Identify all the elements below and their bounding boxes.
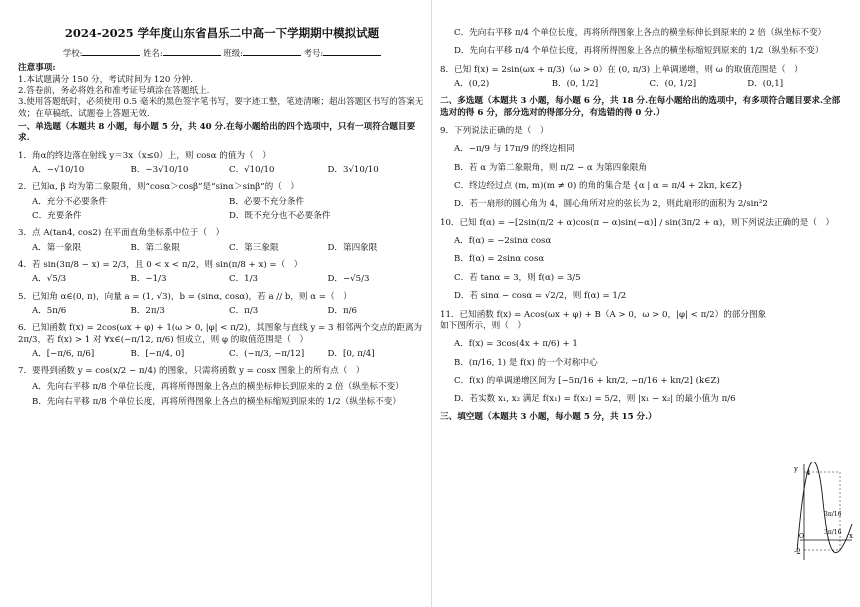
student-info bbox=[18, 47, 426, 59]
option-a[interactable]: A．第一象限 bbox=[32, 242, 82, 253]
option-d[interactable]: D．若实数 x₁, x₂ 满足 f(x₁) = f(x₂) = 5/2，则 |x₁ − x₂| 的最小值为 π/6 bbox=[454, 394, 736, 405]
question-stem: 6．已知函数 f(x) = 2cos(ωx + φ) + 1(ω > 0, |φ| < π/2)，其图象与直线 y = 3 相邻两个交点的距离为 2π/3，若 f(x) > 1 对 ∀x∈(−π/12, π/6) 恒成立，则 φ 的取值范围是（ ） bbox=[18, 323, 423, 345]
option-b[interactable]: B．−1/3 bbox=[130, 274, 167, 285]
right-column bbox=[440, 0, 845, 424]
question-stem: 8．已知 f(x) = 2sin(ωx + π/3)（ω > 0）在 (0, π/3) 上单调递增，则 ω 的取值范围是（ ） bbox=[440, 64, 803, 75]
option-b[interactable]: B．必要不充分条件 bbox=[229, 196, 305, 207]
option-c[interactable]: C．充要条件 bbox=[32, 211, 82, 222]
question-9 bbox=[440, 126, 845, 211]
option-d[interactable]: D．第四象限 bbox=[327, 242, 378, 253]
option-d[interactable]: D．若一扇形的圆心角为 4，圆心角所对应的弦长为 2，则此扇形的面积为 2/sin²2 bbox=[454, 199, 768, 210]
option-a[interactable]: A．f(α) = −2sinα cosα bbox=[454, 236, 552, 247]
option-c[interactable]: C．π/3 bbox=[229, 306, 259, 317]
option-c[interactable]: C．1/3 bbox=[229, 274, 258, 285]
note-2: 2.答卷前，务必将姓名和准考证号填涂在答题纸上. bbox=[18, 85, 210, 96]
y-max-label: 4 bbox=[806, 469, 811, 477]
name-label: 姓名: bbox=[143, 48, 163, 59]
question-stem: 4．若 sin(3π/8 − x) = 2/3，且 0 < x < π/2，则 sin(π/8 + x) =（ ） bbox=[18, 260, 303, 271]
option-c[interactable]: C．f(x) 的单调递增区间为 [−5π/16 + kπ/2, −π/16 + kπ/2] (k∈Z) bbox=[454, 375, 720, 386]
class-label: 班级: bbox=[223, 48, 243, 59]
question-7-option-d[interactable]: D．先向右平移 π/4 个单位长度，再将所得图象上各点的横坐标缩短到原来的 1/2（纵坐标不变） bbox=[454, 46, 824, 57]
y-min-label: -2 bbox=[794, 548, 801, 556]
question-2 bbox=[18, 182, 426, 222]
option-c[interactable]: C．(−π/3, −π/12] bbox=[229, 349, 305, 360]
question-7-option-c[interactable]: C．先向右平移 π/4 个单位长度，再将所得图象上各点的横坐标伸长到原来的 2 倍（纵坐标不变） bbox=[454, 28, 827, 38]
option-b[interactable]: B．(π/16, 1) 是 f(x) 的一个对称中心 bbox=[454, 357, 598, 368]
option-c[interactable]: C．(0, 1/2] bbox=[649, 79, 697, 90]
option-d[interactable]: D．(0,1] bbox=[747, 79, 784, 90]
option-a[interactable]: A．先向右平移 π/8 个单位长度，再将所得图象上各点的横坐标伸长到原来的 2 倍（纵坐标不变） bbox=[32, 381, 404, 392]
option-b[interactable]: B．先向右平移 π/8 个单位长度，再将所得图象上各点的横坐标缩短到原来的 1/2（纵坐标不变） bbox=[32, 397, 401, 408]
option-d[interactable]: D．3√10/10 bbox=[327, 165, 379, 176]
question-11 bbox=[440, 310, 770, 406]
x-axis-label: x bbox=[849, 532, 853, 540]
option-b[interactable]: B．若 α 为第二象限角，则 π/2 − α 为第四象限角 bbox=[454, 162, 648, 173]
option-a[interactable]: A．f(x) = 3cos(4x + π/6) + 1 bbox=[454, 339, 578, 350]
name-blank[interactable] bbox=[163, 47, 221, 56]
question-8 bbox=[440, 65, 845, 91]
note-3: 3.使用答题纸时，必须使用 0.5 毫米的黑色签字笔书写，要字迹工整，笔迹清晰；超出答题区书写的答案无效；在草稿纸、试题卷上答题无效. bbox=[18, 97, 424, 119]
option-b[interactable]: B．f(α) = 2sinα cosα bbox=[454, 254, 545, 265]
section-single-choice: 一、单选题（本题共 8 小题，每小题 5 分，共 40 分.在每小题给出的四个选项中，只有一项符合题目要求. bbox=[18, 121, 416, 144]
option-c[interactable]: C．√10/10 bbox=[229, 165, 275, 176]
option-b[interactable]: B．第二象限 bbox=[130, 242, 180, 253]
option-a[interactable]: A．5π/6 bbox=[32, 306, 67, 317]
question-stem: 3．点 A(tan4, cos2) 在平面直角坐标系中位于（ ） bbox=[18, 228, 225, 239]
section-fill-in: 三、填空题（本题共 3 小题，每小题 5 分，共 15 分.） bbox=[440, 411, 657, 422]
x-tick-label-upper: 3π/16 bbox=[824, 511, 842, 518]
exam-title: 2024-2025 学年度山东省昌乐二中高一下学期期中模拟试题 bbox=[64, 26, 380, 40]
option-d[interactable]: D．若 sinα − cosα = √2/2，则 f(α) = 1/2 bbox=[454, 291, 627, 302]
option-d[interactable]: D．既不充分也不必要条件 bbox=[229, 211, 331, 222]
question-stem: 2．已知α, β 均为第二象限角，则“cosα＞cosβ”是“sinα＞sinβ”的（ ） bbox=[18, 182, 300, 193]
id-blank[interactable] bbox=[323, 47, 381, 56]
notes-title: 注意事项: bbox=[18, 63, 56, 74]
option-c[interactable]: C．若 tanα = 3，则 f(α) = 3/5 bbox=[454, 272, 581, 283]
option-d[interactable]: D．π/6 bbox=[327, 306, 357, 317]
option-d[interactable]: D．−√5/3 bbox=[327, 274, 370, 285]
class-blank[interactable] bbox=[243, 47, 301, 56]
option-c[interactable]: C．第三象限 bbox=[229, 242, 279, 253]
question-10 bbox=[440, 218, 845, 303]
question-4 bbox=[18, 260, 426, 286]
option-c[interactable]: C．终边经过点 (m, m)(m ≠ 0) 的角的集合是 {α | α = π/4 + 2kπ, k∈Z} bbox=[454, 181, 743, 192]
x-tick-label-lower: 3π/16 bbox=[824, 529, 842, 536]
question-6 bbox=[18, 323, 426, 360]
column-divider bbox=[431, 0, 432, 607]
option-a[interactable]: A．√5/3 bbox=[32, 274, 67, 285]
school-label: 学校: bbox=[62, 48, 83, 59]
question-stem: 10．已知 f(α) = −[2sin(π/2 + α)cos(π − α)sin(−α)] / sin(3π/2 + α)，则下列说法正确的是（ ） bbox=[440, 217, 835, 228]
option-a[interactable]: A．充分不必要条件 bbox=[32, 196, 107, 207]
note-1: 1.本试题满分 150 分，考试时间为 120 分钟. bbox=[18, 74, 193, 85]
option-a[interactable]: A．−√10/10 bbox=[32, 165, 85, 176]
question-stem: 9．下列说法正确的是（ ） bbox=[440, 126, 549, 137]
question-stem: 5．已知角 α∈(0, π)，向量 a = (1, √3)，b = (sinα, cosα)，若 a // b，则 α =（ ） bbox=[18, 291, 352, 302]
question-3 bbox=[18, 228, 426, 254]
option-a[interactable]: A．(0,2) bbox=[454, 79, 490, 90]
option-b[interactable]: B．−3√10/10 bbox=[130, 165, 189, 176]
option-b[interactable]: B．2π/3 bbox=[130, 306, 165, 317]
question-stem: 7．要得到函数 y = cos(x/2 − π/4) 的图象，只需将函数 y = cosx 图象上的所有点（ ） bbox=[18, 366, 365, 377]
origin-label: O bbox=[799, 533, 804, 540]
section-multi-choice: 二、多选题（本题共 3 小题，每小题 6 分，共 18 分.在每小题给出的选项中，有多项符合题目要求.全部选对的得 6 分，部分选对的得部分分，有选错的得 0 分.） bbox=[440, 96, 841, 118]
y-axis-label: y bbox=[794, 465, 798, 473]
left-column bbox=[18, 0, 426, 409]
question-5 bbox=[18, 292, 426, 318]
option-a[interactable]: A．[−π/6, π/6] bbox=[32, 349, 95, 360]
school-blank[interactable] bbox=[82, 47, 140, 56]
id-label: 考号: bbox=[303, 48, 324, 59]
function-graph bbox=[794, 462, 856, 562]
question-7 bbox=[18, 366, 426, 408]
question-stem: 11．已知函数 f(x) = Acos(ωx + φ) + B（A > 0，ω > 0，|φ| < π/2）的部分图象如下图所示，则（ ） bbox=[440, 309, 767, 331]
question-1 bbox=[18, 151, 426, 177]
question-stem: 1．角α的终边落在射线 y＝3x（x≤0）上，则 cosα 的值为（ ） bbox=[18, 150, 271, 161]
option-b[interactable]: B．[−π/4, 0] bbox=[130, 349, 185, 360]
option-d[interactable]: D．[0, π/4] bbox=[327, 349, 375, 360]
option-a[interactable]: A．−π/9 与 17π/9 的终边相同 bbox=[454, 144, 575, 155]
option-b[interactable]: B．(0, 1/2] bbox=[551, 79, 599, 90]
